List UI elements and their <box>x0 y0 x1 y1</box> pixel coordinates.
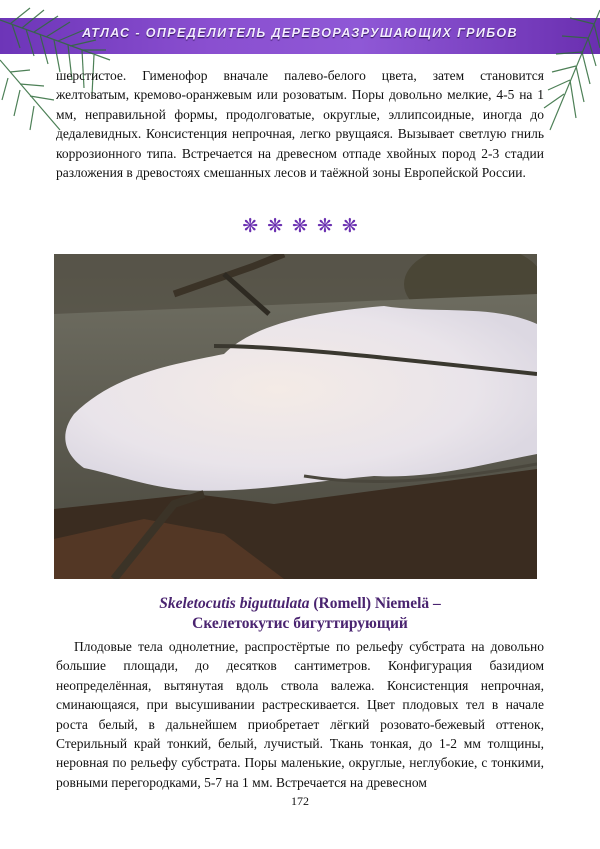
snowflake-ornament-icon: ❋ <box>341 216 358 237</box>
paragraph-top <box>56 66 544 182</box>
species-latin-name: Skeletocutis biguttulata <box>159 595 310 612</box>
species-latin-name-line <box>0 594 600 614</box>
species-author: (Romell) Niemelä – <box>309 595 441 612</box>
snowflake-ornament-icon: ❋ <box>292 216 308 237</box>
species-russian-name: Скелетокутис бигуттирующий <box>192 615 408 632</box>
snowflake-ornament-icon: ❋ <box>316 216 333 237</box>
paragraph-bottom-text: Плодовые тела однолетние, распростёртые по рельефу субстрата на довольно большие площади, до десятков сантиметров. Конфигурация базидиом неопределённая, вытянутая вдоль ствола валежа. Консистенция непрочная, сминающаяся, при высушивании растрескивается. Цвет плодовых тел в начале роста белый, в дальнейшем приобретает лёгкий розовато-бежевый оттенок, Стерильный край тонкий, белый, лучистый. Ткань тонкая, до 1-2 мм толщины, неровная по рельефу субстрата. Поры маленькие, округлые, неглубокие, с тонкими, ровными перегородками, 5-7 на 1 мм. Встречается на древесном <box>56 639 544 790</box>
snowflake-ornament-icon: ❋ <box>267 216 284 237</box>
paragraph-bottom <box>56 637 544 792</box>
snowflake-ornament-icon: ❋ <box>242 216 259 237</box>
paragraph-top-text: шерстистое. Гименофор вначале палево-белого цвета, затем становится желтоватым, кремово-оранжевым или розоватым. Поры довольно мелкие, 4-5 на 1 мм, неправильной формы, продолговатые, округлые, эллипсоидные, иногда до дедалевидных. Консистенция непрочная, легко рвущаяся. Вызывает светлую гниль коррозионного типа. Встречается на древесном отпаде хвойных пород 2-3 стадии разложения в древостоях смешанных лесов и таёжной зоны Европейской России. <box>56 68 544 181</box>
species-caption <box>0 594 600 634</box>
fungus-photo <box>54 254 537 579</box>
header-title: АТЛАС - ОПРЕДЕЛИТЕЛЬ ДЕРЕВОРАЗРУШАЮЩИХ ГРИБОВ <box>82 26 518 40</box>
fungus-photo-image <box>54 254 537 579</box>
page-number: 172 <box>291 794 309 808</box>
ornament-divider <box>0 216 600 238</box>
